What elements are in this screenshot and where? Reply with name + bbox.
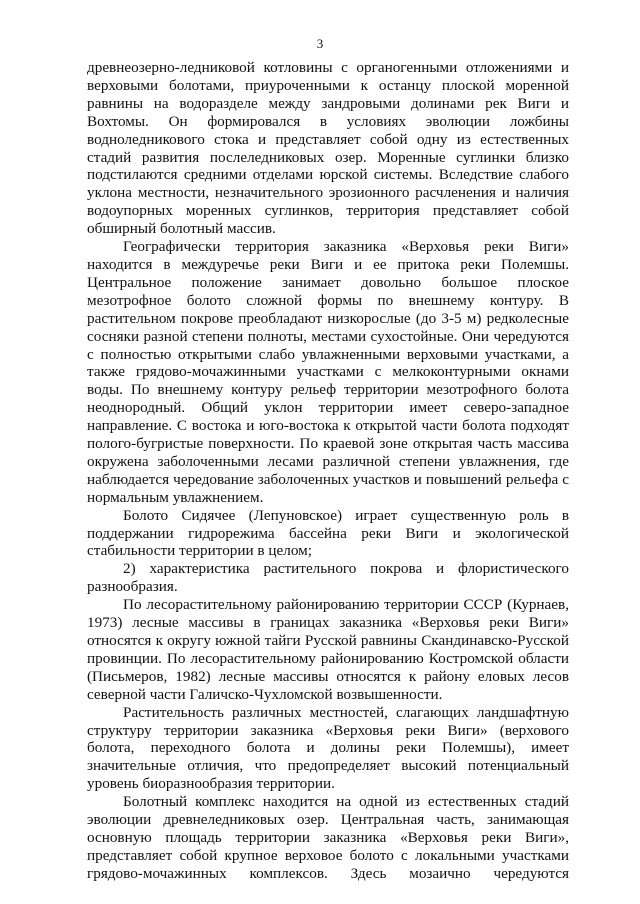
page-number: 3 (316, 36, 324, 51)
paragraph-bog-complex: Болотный комплекс находится на одной из естественных стадий эволюции древнеледниковых озер. Центральная часть, занимающая основную площадь территории заказника «Верховья реки Виги», представляет собой крупное верховое болото с локальными участками грядово-мочажинных комплексов. Здесь мозаично чередуются (87, 793, 569, 882)
paragraph-sidyachee-bog: Болото Сидячее (Лепуновское) играет существенную роль в поддержании гидрорежима бассейна реки Виги и экологической стабильности территории в целом; (87, 506, 569, 560)
document-body (87, 59, 569, 883)
paragraph-forest-zoning: По лесорастительному районированию территории СССР (Курнаев, 1973) лесные массивы в границах заказника «Верховья реки Виги» относятся к округу южной тайги Русской равнины Скандинавско-Русской провинции. По лесорастительному районированию Костромской области (Письмеров, 1982) лесные массивы относятся к району еловых лесов северной части Галичско-Чухломской возвышенности. (87, 596, 569, 703)
paragraph-geography: Географически территория заказника «Верховья реки Виги» находится в междуречье реки Виги и ее притока реки Полемшы. Центральное положение занимает довольно большое плоское мезотрофное болото сложной формы по внешнему контуру. В растительном покрове преобладают низкорослые (до 3-5 м) редколесные сосняки разной степени полноты, местами сухостойные. Они чередуются с полностью открытыми слабо увлажненными верховыми участками, а также грядово-мочажинными участками с мелкоконтурными окнами воды. По внешнему контуру рельеф территории мезотрофного болота неоднородный. Общий уклон территории имеет северо-западное направление. С востока и юго-востока к открытой части болота подходят полого-бугристые поверхности. По краевой зоне открытая часть массива окружена заболоченными лесами различной степени увлажнения, где наблюдается чередование заболоченных участков и повышений рельефа с нормальным увлажнением. (87, 238, 569, 506)
paragraph-vegetation-diversity: Растительность различных местностей, слагающих ландшафтную структуру территории заказника «Верховья реки Виги» (верхового болота, переходного болота и долины реки Полемшы), имеет значительные отличия, что предопределяет высокий потенциальный уровень биоразнообразия территории. (87, 703, 569, 793)
paragraph-section-heading-vegetation: 2) характеристика растительного покрова и флористического разнообразия. (87, 560, 569, 596)
paragraph-basin-description: древнеозерно-ледниковой котловины с органогенными отложениями и верховыми болотами, приуроченными к останцу плоской моренной равнины на водоразделе между зандровыми долинами рек Виги и Вохтомы. Он формировался в условиях эволюции ложбины водноледникового стока и представляет собой одну из естественных стадий развития послеледниковых озер. Моренные суглинки близко подстилаются средними отделами юрской системы. Вследствие слабого уклона местности, незначительного эрозионного расчленения и наличия водоупорных моренных суглинков, территория представляет собой обширный болотный массив. (87, 59, 569, 238)
